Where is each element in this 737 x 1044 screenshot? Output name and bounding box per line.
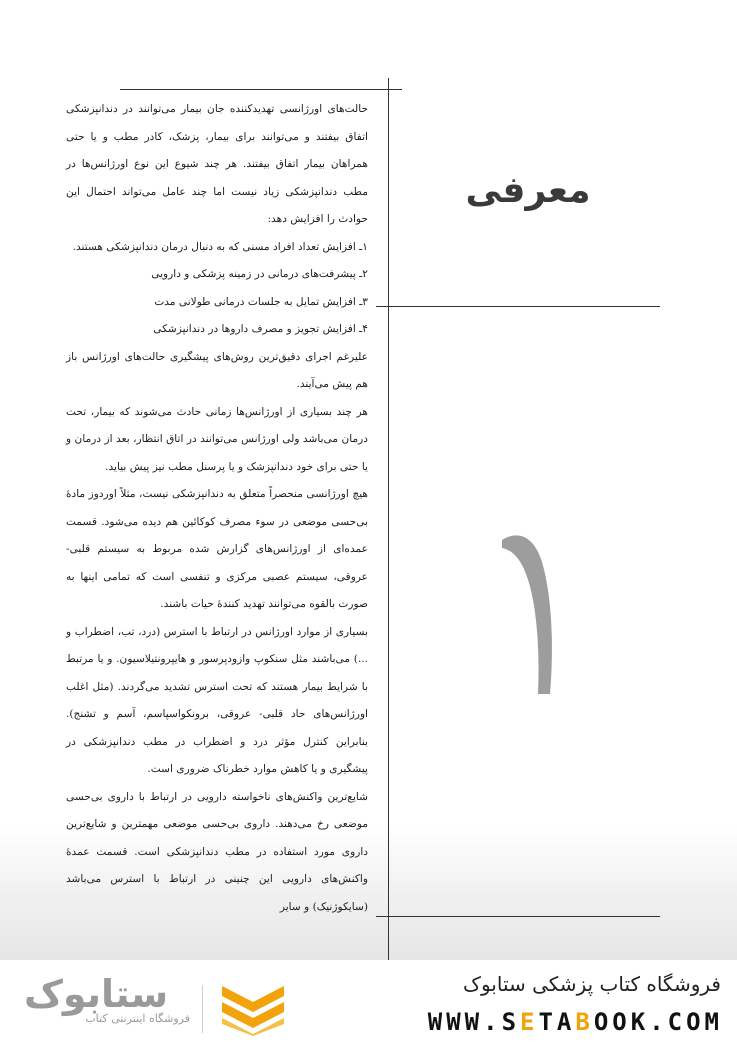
url-part: TA	[538, 1008, 576, 1036]
column-divider	[388, 78, 389, 966]
url-part: OOK.COM	[593, 1008, 723, 1036]
paragraph-intro: حالت‌های اورژانسی تهدیدکننده جان بیمار می‌توانند در دندانپزشکی اتفاق بیفتند و می‌توانند برای بیمار، پزشک، کادر مطب و یا حتی همراهان بیمار اتفاق بیفتند. هر چند شیوع این نوع اورژانس‌ها در مطب دندانپزشکی زیاد نیست اما چند عامل می‌تواند احتمال این حوادث را افزایش دهد:	[66, 103, 368, 225]
chapter-rule-lower	[376, 916, 660, 917]
book-chevron-logo-icon	[218, 980, 288, 1036]
store-name: فروشگاه کتاب پزشکی ستابوک	[463, 972, 721, 996]
brand-logo	[24, 972, 194, 1025]
chapter-rule-upper	[376, 306, 660, 307]
list-item: ۴ـ افزایش تجویز و مصرف داروها در دندانپزشکی	[153, 323, 368, 335]
logo-separator	[202, 985, 203, 1033]
body-text	[66, 96, 368, 921]
paragraph: بسیاری از موارد اورژانس در ارتباط با استرس (درد، تب، اضطراب و ...) می‌باشند مثل سنکوپ وازودپرسور و هایپرونتیلاسیون. و یا مرتبط با شرایط بیمار هستند که تحت استرس تشدید می‌گردند. (مثل اغلب اورژانس‌های حاد قلبی- عروقی، برونکواسپاسم، آسم و تشنج). بنابراین کنترل مؤثر درد و اضطراب در مطب دندانپزشکی در پیشگیری و یا کاهش موارد خطرناک ضروری است.	[66, 625, 368, 775]
paragraph: علیرغم اجرای دقیق‌ترین روش‌های پیشگیری حالت‌های اورژانس باز هم پیش می‌آیند.	[66, 350, 368, 390]
url-accent: B	[575, 1008, 594, 1036]
paragraph: شایع‌ترین واکنش‌های ناخواسته دارویی در ارتباط با داروی بی‌حسی موضعی رخ می‌دهند. داروی بی‌حسی موضعی مهمترین و شایع‌ترین داروی مورد استفاده در مطب دندانپزشکی است. قسمت عمدهٔ واکنش‌های دارویی این چنینی در ارتباط با استرس می‌باشد (سایکوژنیک) و سایر	[66, 790, 368, 913]
paragraph: هیچ اورژانسی منحصراً متعلق به دندانپزشکی نیست، مثلاً اوردوز مادهٔ بی‌حسی موضعی در سوء مصرف کوکائین هم دیده می‌شود. قسمت عمده‌ای از اورژانس‌های گزارش شده مربوط به سیستم قلبی- عروقی، سیستم عصبی مرکزی و تنفسی است که تمامی اینها به صورت بالقوه می‌توانند تهدید کنندهٔ حیات باشند.	[66, 488, 368, 610]
chapter-title: معرفی	[465, 170, 591, 211]
top-rule	[120, 89, 402, 90]
brand-logo-word: ستابوک	[24, 972, 169, 1016]
brand-logo-tagline: فروشگاه اینترنتی کتاب	[85, 1012, 190, 1025]
url-accent: E	[520, 1008, 539, 1036]
store-url[interactable]	[428, 1008, 723, 1036]
list-item: ۳ـ افزایش تمایل به جلسات درمانی طولانی مدت	[154, 295, 368, 308]
chapter-number-glyph	[498, 526, 562, 696]
list-item: ۲ـ پیشرفت‌های درمانی در زمینه پزشکی و دارویی	[151, 268, 368, 280]
url-part: WWW.S	[427, 1008, 521, 1036]
list-item: ۱ـ افزایش تعداد افراد مسنی که به دنبال درمان دندانپزشکی هستند.	[72, 240, 368, 253]
paragraph: هر چند بسیاری از اورژانس‌ها زمانی حادث می‌شوند که بیمار، تحت درمان می‌باشد ولی اورژانس می‌توانند در اتاق انتظار، بعد از درمان و یا حتی برای خود دندانپزشک و یا پرسنل مطب نیز پیش بیاید.	[66, 405, 368, 473]
